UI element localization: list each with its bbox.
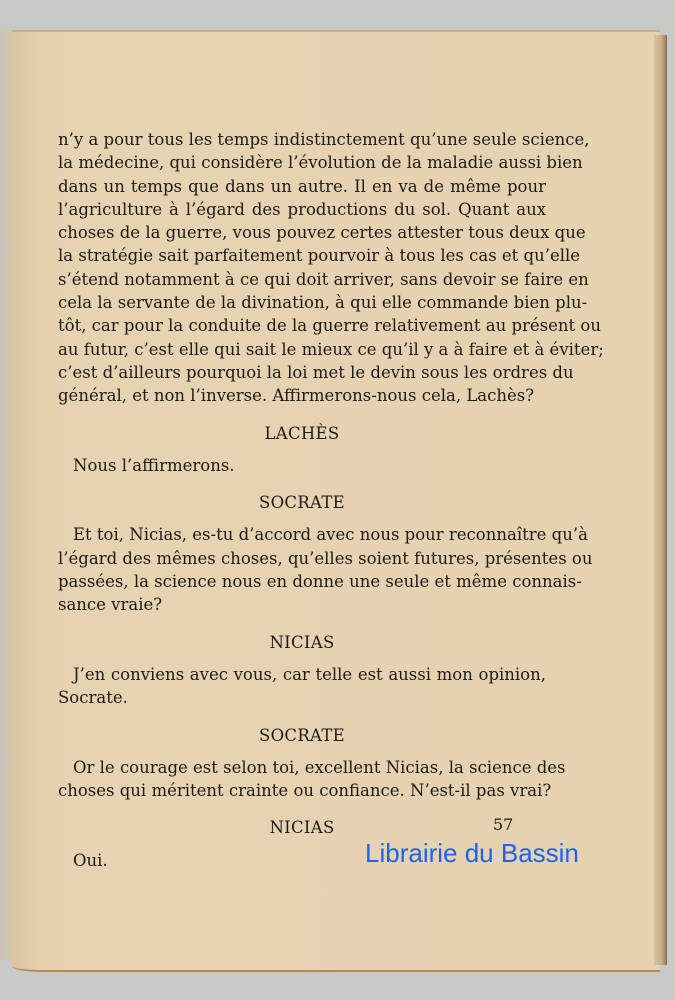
speaker-name: LACHÈS: [264, 423, 340, 443]
speaker-name: NICIAS: [269, 818, 335, 838]
text-line: Nous l’affirmerons.: [73, 455, 235, 475]
text-line: l’égard des mêmes choses, qu’elles soient futures, présentes ou: [58, 548, 593, 568]
speech: [58, 523, 593, 616]
text-line: général, et non l’inverse. Affirmerons-nous cela, Lachès?: [58, 386, 535, 406]
speech: [58, 454, 546, 477]
text-line: sance vraie?: [58, 595, 163, 615]
text-line: choses qui méritent crainte ou confiance. N’est-il pas vrai?: [58, 781, 552, 801]
page-stack-edge: [654, 35, 667, 965]
text-line: n’y a pour tous les temps indistinctement qu’une seule science,: [58, 130, 590, 149]
text-line: c’est d’ailleurs pourquoi la loi met le devin sous les ordres du: [58, 362, 574, 382]
text-line: la médecine, qui considère l’évolution de la maladie aussi bien: [58, 153, 583, 173]
paragraph-1: [58, 128, 604, 408]
text-line: Et toi, Nicias, es-tu d’accord avec nous pour reconnaître qu’à: [73, 525, 588, 545]
page-text: [58, 128, 604, 872]
speech: [58, 756, 566, 803]
dialogue: [58, 422, 593, 872]
watermark: Librairie du Bassin: [365, 838, 579, 868]
text-line: choses de la guerre, vous pouvez certes attester tous deux que: [58, 223, 586, 243]
text-line: s’étend notamment à ce qui doit arriver, sans devoir se faire en: [58, 269, 589, 289]
text-line: cela la servante de la divination, à qui elle commande bien plu-: [58, 293, 588, 313]
text-line: la stratégie sait parfaitement pourvoir à tous les cas et qu’elle: [58, 246, 581, 266]
text-line: Socrate.: [58, 688, 128, 708]
text-line: passées, la science nous en donne une seule et même connais-: [58, 572, 582, 592]
speech: [58, 663, 546, 710]
text-line: dans un temps que dans un autre. Il en va de même pour: [58, 176, 546, 196]
text-line: J’en conviens avec vous, car telle est aussi mon opinion,: [73, 664, 546, 684]
text-line: Oui.: [73, 850, 108, 870]
page-number: 57: [493, 815, 514, 834]
text-line: au futur, c’est elle qui sait le mieux ce qu’il y a à faire et à éviter;: [58, 339, 604, 359]
speaker-name: SOCRATE: [258, 725, 346, 745]
text-line: tôt, car pour la conduite de la guerre relativement au présent ou: [58, 316, 601, 336]
speaker-name: NICIAS: [269, 632, 335, 652]
text-line: l’agriculture à l’égard des productions du sol. Quant aux: [58, 199, 546, 219]
text-line: Or le courage est selon toi, excellent Nicias, la science des: [73, 757, 566, 777]
speaker-name: SOCRATE: [258, 493, 346, 513]
